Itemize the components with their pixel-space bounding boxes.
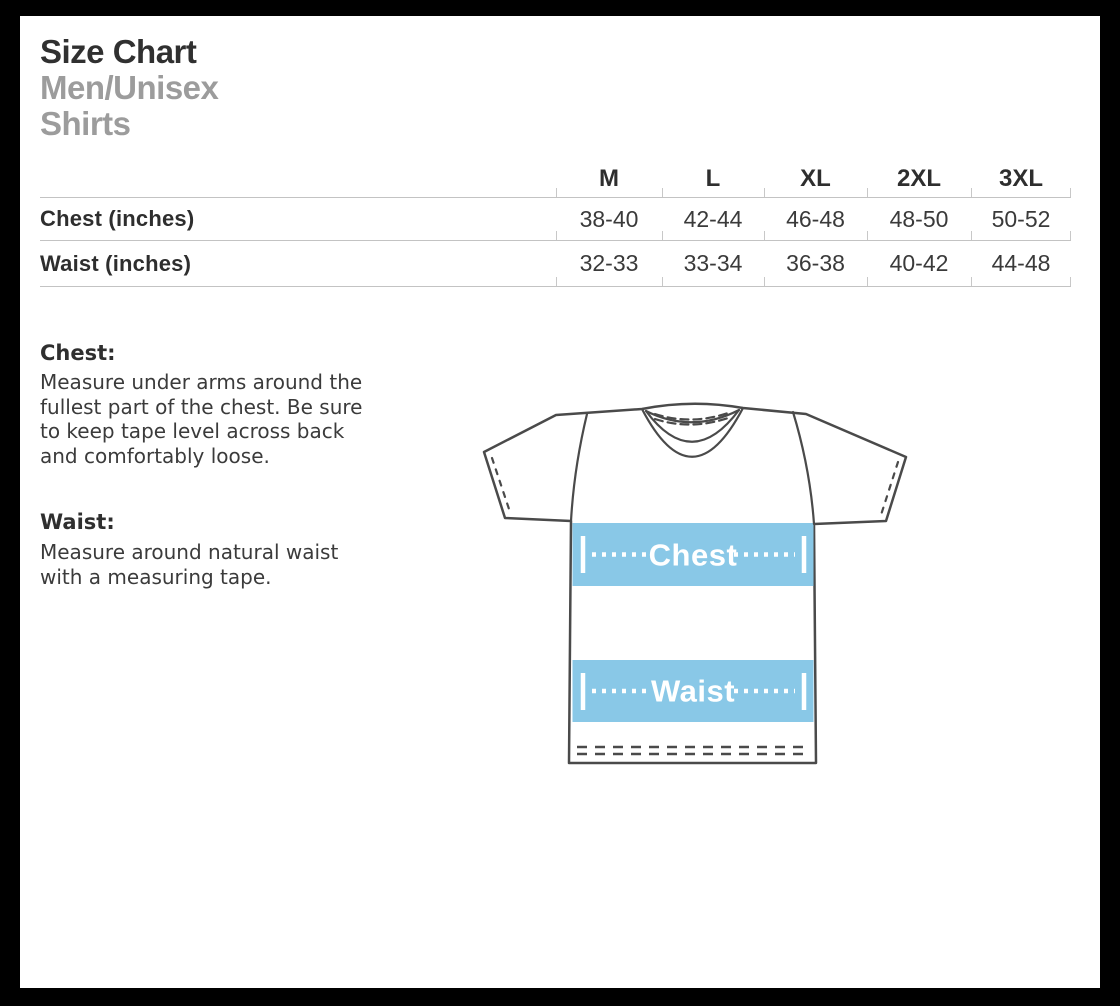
chest-instructions-heading: Chest: bbox=[40, 341, 116, 365]
column-header-2xl: 2XL bbox=[867, 165, 971, 197]
chest-value-xl: 46-48 bbox=[764, 198, 867, 240]
waist-value-l: 33-34 bbox=[662, 241, 764, 286]
chest-value-m: 38-40 bbox=[556, 198, 662, 240]
waist-value-2xl: 40-42 bbox=[867, 241, 971, 286]
chest-value-l: 42-44 bbox=[662, 198, 764, 240]
size-table bbox=[40, 165, 1071, 287]
waist-instructions-heading: Waist: bbox=[40, 510, 115, 534]
page-subtitle-category: Men/Unisex bbox=[40, 69, 219, 106]
chest-instructions-line: Measure under arms around the bbox=[40, 370, 363, 394]
page-title: Size Chart bbox=[40, 33, 197, 70]
column-header-3xl: 3XL bbox=[971, 165, 1071, 197]
chest-instructions-line: and comfortably loose. bbox=[40, 443, 270, 468]
waist-band-label: Waist bbox=[650, 673, 736, 709]
size-chart-page bbox=[20, 16, 1100, 988]
column-header-l: L bbox=[662, 165, 764, 197]
waist-instructions-line: with a measuring tape. bbox=[40, 564, 272, 589]
size-table-corner-cell bbox=[40, 165, 556, 197]
waist-instructions-text bbox=[40, 540, 338, 589]
row-label-chest: Chest (inches) bbox=[40, 206, 195, 231]
table-row-waist bbox=[40, 241, 1071, 287]
chest-band-label: Chest bbox=[648, 537, 738, 573]
chest-instructions-line: fullest part of the chest. Be sure bbox=[40, 394, 363, 419]
chest-value-2xl: 48-50 bbox=[867, 198, 971, 240]
tshirt-diagram bbox=[440, 380, 940, 800]
waist-value-xl: 36-38 bbox=[764, 241, 867, 286]
chest-instructions-text bbox=[40, 370, 362, 468]
size-table-header-row bbox=[40, 165, 1071, 198]
waist-instructions-line: Measure around natural waist bbox=[40, 540, 339, 564]
column-header-m: M bbox=[556, 165, 662, 197]
waist-value-m: 32-33 bbox=[556, 241, 662, 286]
row-label-waist: Waist (inches) bbox=[40, 250, 192, 276]
table-row-chest bbox=[40, 198, 1071, 241]
waist-value-3xl: 44-48 bbox=[971, 241, 1071, 286]
title-block bbox=[40, 34, 218, 142]
page-subtitle-garment: Shirts bbox=[40, 105, 131, 142]
chest-value-3xl: 50-52 bbox=[971, 198, 1071, 240]
chest-instructions-line: to keep tape level across back bbox=[40, 419, 345, 443]
column-header-xl: XL bbox=[764, 165, 867, 197]
